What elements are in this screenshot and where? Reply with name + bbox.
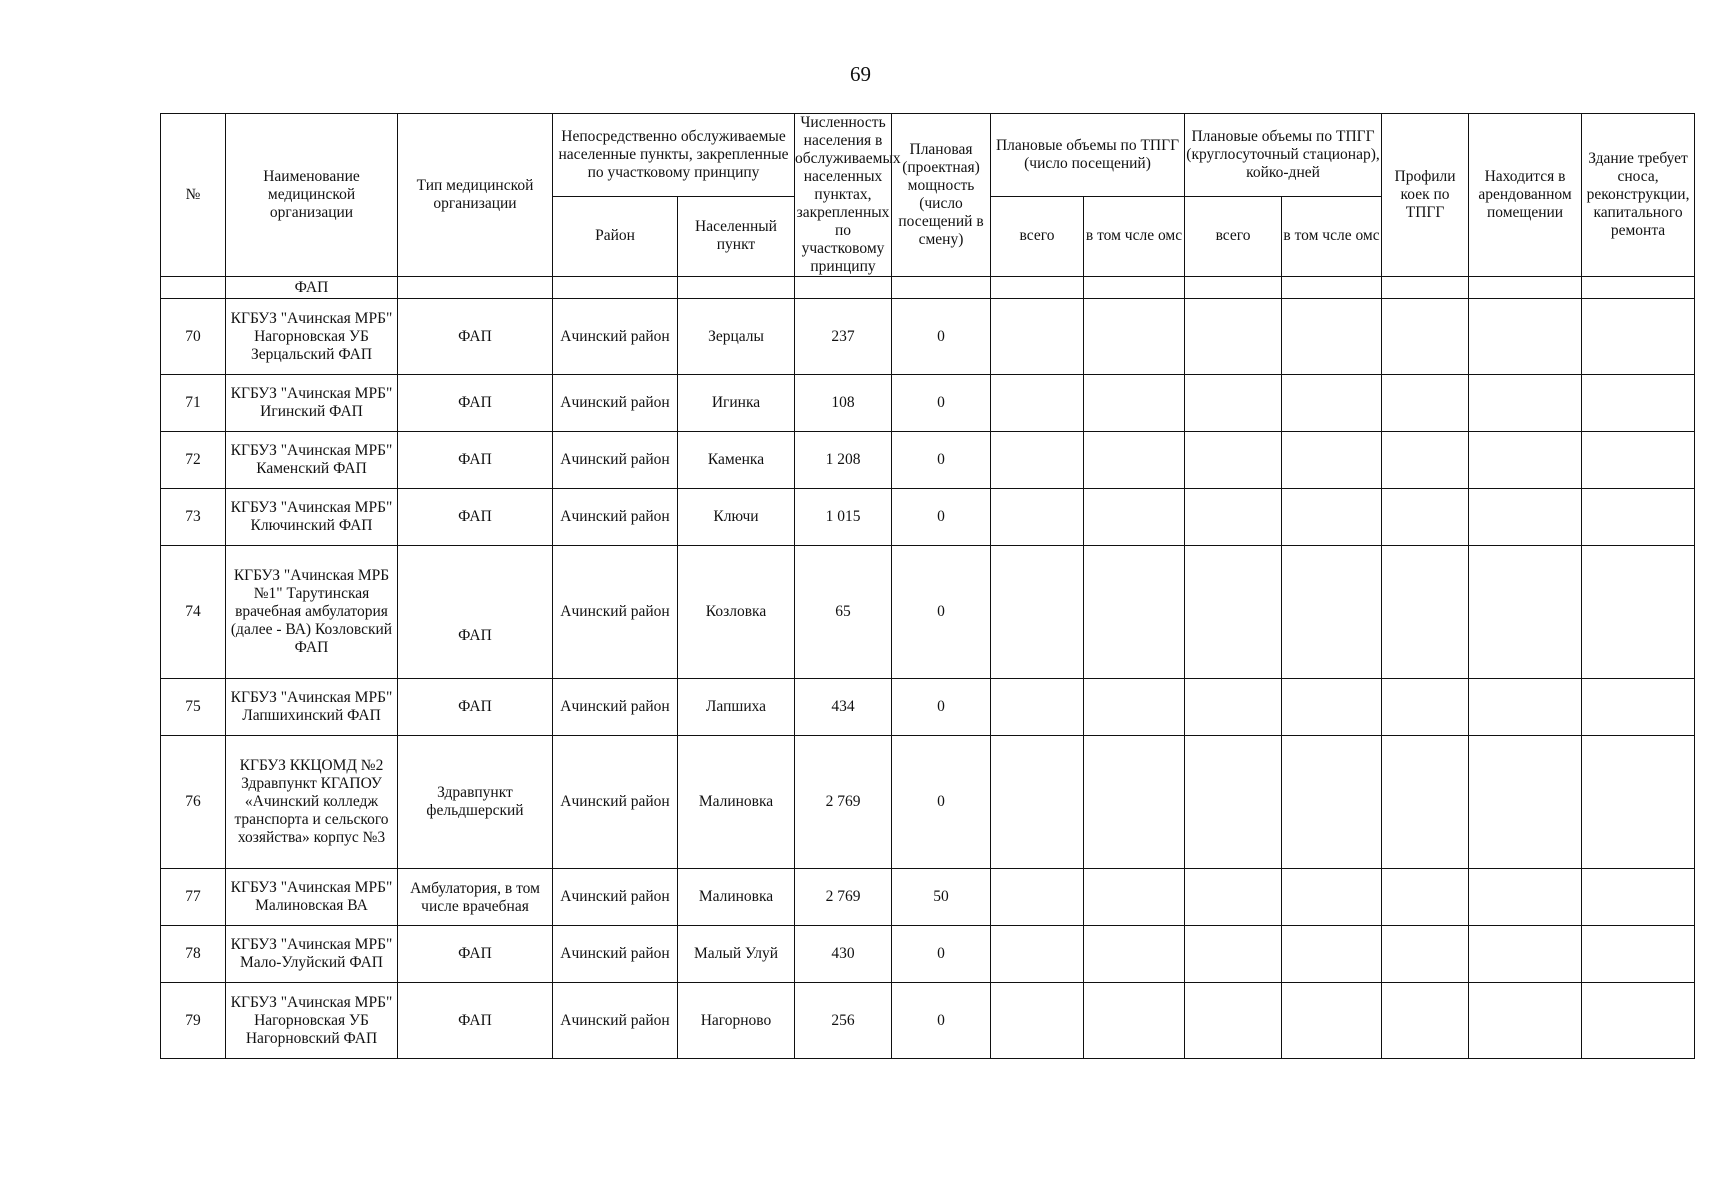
row-type: ФАП <box>398 489 553 546</box>
row-population: 65 <box>795 546 892 679</box>
header-num: № <box>161 114 226 277</box>
row-name: КГБУЗ "Ачинская МРБ" Мало-Улуйский ФАП <box>226 926 398 983</box>
table-row <box>161 299 1695 375</box>
row-num: 75 <box>161 679 226 736</box>
row-type: ФАП <box>398 432 553 489</box>
row-population: 237 <box>795 299 892 375</box>
row-population: 430 <box>795 926 892 983</box>
header-hospital: Плановые объемы по ТПГГ (круглосуточный стационар), койко-дней <box>1185 114 1382 197</box>
header-rented: Находится в арендованном помещении <box>1469 114 1582 277</box>
header-visits-total: всего <box>991 196 1084 276</box>
row-settlement: Козловка <box>678 546 795 679</box>
table-row <box>161 375 1695 432</box>
row-district: Ачинский район <box>553 736 678 869</box>
header-population: Численность населения в обслуживаемых населенных пунктах, закрепленных по участковому принципу <box>795 114 901 275</box>
row-district: Ачинский район <box>553 679 678 736</box>
row-num: 76 <box>161 736 226 869</box>
table-body <box>161 277 1695 1059</box>
row-capacity: 0 <box>892 489 991 546</box>
row-population: 256 <box>795 983 892 1059</box>
row-population: 434 <box>795 679 892 736</box>
row-type: ФАП <box>398 983 553 1059</box>
row-type: ФАП <box>398 679 553 736</box>
row-type: Амбулатория, в том числе врачебная <box>398 869 553 926</box>
row-capacity: 0 <box>892 432 991 489</box>
row-capacity: 0 <box>892 679 991 736</box>
row-capacity: 0 <box>892 546 991 679</box>
row-name: КГБУЗ "Ачинская МРБ" Ключинский ФАП <box>226 489 398 546</box>
row-capacity: 50 <box>892 869 991 926</box>
row-type: ФАП <box>398 299 553 375</box>
row-num: 70 <box>161 299 226 375</box>
row-num: 77 <box>161 869 226 926</box>
row-capacity: 0 <box>892 983 991 1059</box>
continuation-row <box>161 277 1695 299</box>
header-hospital-total: всего <box>1185 196 1282 276</box>
table-row <box>161 489 1695 546</box>
row-num: 71 <box>161 375 226 432</box>
row-num: 72 <box>161 432 226 489</box>
row-name: КГБУЗ "Ачинская МРБ" Лапшихинский ФАП <box>226 679 398 736</box>
row-type: ФАП <box>398 375 553 432</box>
table-row <box>161 736 1695 869</box>
row-name: КГБУЗ "Ачинская МРБ" Малиновская ВА <box>226 869 398 926</box>
header-type: Тип медицинской организации <box>398 114 553 277</box>
facilities-table <box>160 113 1695 1059</box>
row-name: КГБУЗ "Ачинская МРБ" Нагорновская УБ Зерцальский ФАП <box>226 299 398 375</box>
header-settlement: Населенный пункт <box>678 196 795 276</box>
row-population: 2 769 <box>795 869 892 926</box>
header-visits: Плановые объемы по ТПГГ (число посещений) <box>991 114 1185 197</box>
header-served: Непосредственно обслуживаемые населенные пункты, закрепленные по участковому принципу <box>553 114 795 197</box>
header-profiles: Профили коек по ТПГГ <box>1382 114 1469 277</box>
table-row <box>161 679 1695 736</box>
row-num: 73 <box>161 489 226 546</box>
row-capacity: 0 <box>892 375 991 432</box>
row-population: 1 208 <box>795 432 892 489</box>
row-district: Ачинский район <box>553 299 678 375</box>
row-settlement: Малиновка <box>678 736 795 869</box>
header-building: Здание требует сноса, реконструкции, капитального ремонта <box>1582 114 1695 277</box>
row-name: КГБУЗ "Ачинская МРБ" Нагорновская УБ Нагорновский ФАП <box>226 983 398 1059</box>
row-capacity: 0 <box>892 736 991 869</box>
header-capacity: Плановая (проектная) мощность (число посещений в смену) <box>892 114 991 277</box>
header-visits-oms: в том чсле омс <box>1084 196 1185 276</box>
row-district: Ачинский район <box>553 546 678 679</box>
row-name: КГБУЗ "Ачинская МРБ №1" Тарутинская врачебная амбулатория (далее - ВА) Козловский ФАП <box>226 546 398 679</box>
row-settlement: Лапшиха <box>678 679 795 736</box>
row-name: КГБУЗ "Ачинская МРБ" Каменский ФАП <box>226 432 398 489</box>
row-settlement: Игинка <box>678 375 795 432</box>
row-district: Ачинский район <box>553 983 678 1059</box>
table-row <box>161 926 1695 983</box>
row-num: 79 <box>161 983 226 1059</box>
row-population: 2 769 <box>795 736 892 869</box>
page-number: 69 <box>850 62 871 86</box>
table-row <box>161 432 1695 489</box>
row-type: ФАП <box>398 926 553 983</box>
row-district: Ачинский район <box>553 432 678 489</box>
row-settlement: Малый Улуй <box>678 926 795 983</box>
header-name: Наименование медицинской организации <box>226 114 398 277</box>
row-capacity: 0 <box>892 299 991 375</box>
table-row <box>161 983 1695 1059</box>
row-district: Ачинский район <box>553 869 678 926</box>
row-settlement: Малиновка <box>678 869 795 926</box>
row-settlement: Ключи <box>678 489 795 546</box>
table-row <box>161 546 1695 679</box>
row-settlement: Каменка <box>678 432 795 489</box>
row-population: 108 <box>795 375 892 432</box>
row-capacity: 0 <box>892 926 991 983</box>
header-hospital-oms: в том чсле омс <box>1282 196 1382 276</box>
row-name: КГБУЗ "Ачинская МРБ" Игинский ФАП <box>226 375 398 432</box>
table-header <box>161 114 1695 277</box>
row-population: 1 015 <box>795 489 892 546</box>
row-name: КГБУЗ ККЦОМД №2 Здравпункт КГАПОУ «Ачинский колледж транспорта и сельского хозяйства» корпус №3 <box>226 736 398 869</box>
row-type: ФАП <box>398 546 553 679</box>
row-num: 78 <box>161 926 226 983</box>
row-settlement: Зерцалы <box>678 299 795 375</box>
row-type: Здравпункт фельдшерский <box>398 736 553 869</box>
continuation-name: ФАП <box>226 277 398 299</box>
row-district: Ачинский район <box>553 375 678 432</box>
table-row <box>161 869 1695 926</box>
row-num: 74 <box>161 546 226 679</box>
header-district: Район <box>553 196 678 276</box>
row-district: Ачинский район <box>553 926 678 983</box>
row-settlement: Нагорново <box>678 983 795 1059</box>
row-district: Ачинский район <box>553 489 678 546</box>
